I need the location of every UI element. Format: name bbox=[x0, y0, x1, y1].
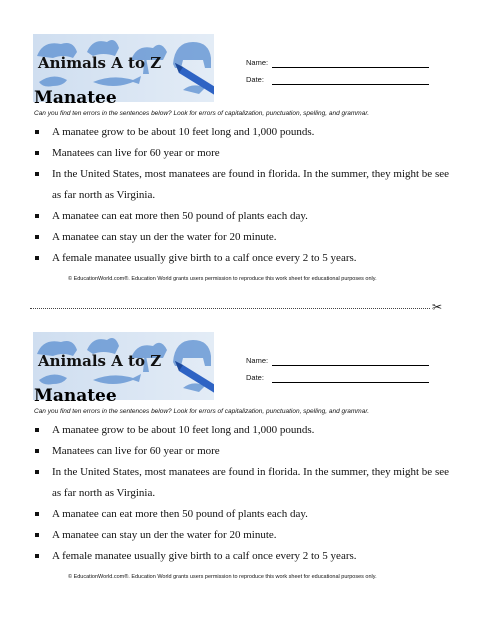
pencil-icon bbox=[173, 61, 214, 101]
list-item: A manatee grow to be about 10 feet long and 1,000 pounds. bbox=[34, 122, 454, 143]
name-label: Name: bbox=[246, 356, 269, 365]
pencil-icon bbox=[173, 359, 214, 399]
page-title: Manatee bbox=[34, 386, 117, 406]
list-item: A manatee can stay un der the water for 20 minute. bbox=[34, 227, 454, 248]
list-item: A manatee can eat more then 50 pound of plants each day. bbox=[34, 206, 454, 227]
name-line[interactable] bbox=[272, 365, 429, 366]
instructions-text: Can you find ten errors in the sentences below? Look for errors of capitalization, punctuation, spelling, and grammar. bbox=[34, 110, 370, 117]
banner-title: Animals A to Z bbox=[38, 352, 162, 370]
date-field[interactable] bbox=[246, 75, 264, 84]
banner-title: Animals A to Z bbox=[38, 54, 162, 72]
list-item: A manatee can stay un der the water for 20 minute. bbox=[34, 525, 454, 546]
list-item: A female manatee usually give birth to a calf once every 2 to 5 years. bbox=[34, 248, 454, 269]
name-line[interactable] bbox=[272, 67, 429, 68]
date-line[interactable] bbox=[272, 84, 429, 85]
copyright-footer: © EducationWorld.com®. Education World grants users permission to reproduce this work sheet for educational purposes only. bbox=[68, 276, 377, 282]
instructions-text: Can you find ten errors in the sentences below? Look for errors of capitalization, punctuation, spelling, and grammar. bbox=[34, 408, 370, 415]
page-title: Manatee bbox=[34, 88, 117, 108]
cut-line bbox=[30, 308, 430, 309]
date-label: Date: bbox=[246, 75, 264, 84]
list-item: A manatee can eat more then 50 pound of plants each day. bbox=[34, 504, 454, 525]
name-label: Name: bbox=[246, 58, 269, 67]
scissors-icon: ✂ bbox=[432, 300, 443, 314]
date-field[interactable] bbox=[246, 373, 264, 382]
copyright-footer: © EducationWorld.com®. Education World grants users permission to reproduce this work sheet for educational purposes only. bbox=[68, 574, 377, 580]
name-field[interactable] bbox=[246, 356, 268, 365]
list-item: A manatee grow to be about 10 feet long and 1,000 pounds. bbox=[34, 420, 454, 441]
list-item: A female manatee usually give birth to a calf once every 2 to 5 years. bbox=[34, 546, 454, 567]
sentence-list bbox=[34, 122, 454, 269]
list-item: Manatees can live for 60 year or more bbox=[34, 441, 454, 462]
sentence-list bbox=[34, 420, 454, 567]
list-item: In the United States, most manatees are found in florida. In the summer, they might be see as far north as Virginia. bbox=[34, 462, 454, 504]
list-item: In the United States, most manatees are found in florida. In the summer, they might be see as far north as Virginia. bbox=[34, 164, 454, 206]
name-field[interactable] bbox=[246, 58, 268, 67]
date-label: Date: bbox=[246, 373, 264, 382]
list-item: Manatees can live for 60 year or more bbox=[34, 143, 454, 164]
date-line[interactable] bbox=[272, 382, 429, 383]
